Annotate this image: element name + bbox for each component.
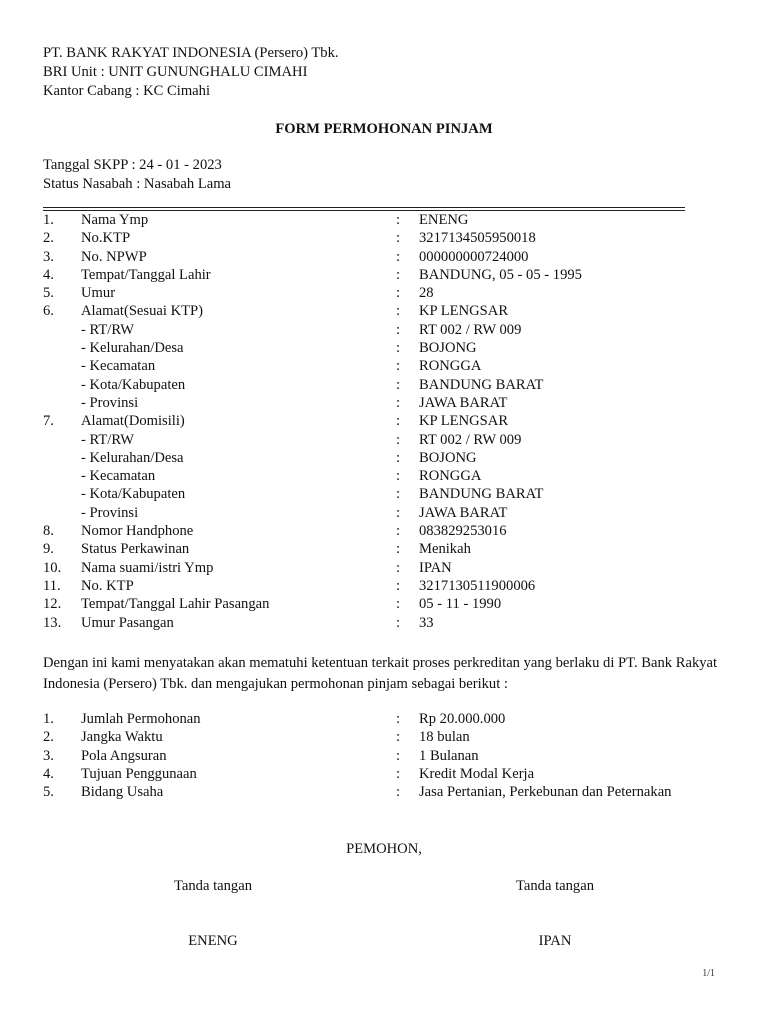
row-label: - Provinsi <box>81 394 139 411</box>
row-separator: : <box>396 394 401 411</box>
applicant-row <box>43 449 733 467</box>
loan-row <box>43 728 733 746</box>
row-separator: : <box>396 784 401 801</box>
signature-caption-left: Tanda tangan <box>174 878 252 894</box>
row-value: IPAN <box>419 559 452 576</box>
row-label: Bidang Usaha <box>81 784 164 801</box>
row-number: 3. <box>43 248 54 265</box>
row-separator: : <box>396 541 401 558</box>
applicant-row <box>43 266 733 284</box>
loan-row <box>43 783 733 801</box>
row-label: Umur Pasangan <box>81 614 174 631</box>
row-separator: : <box>396 729 401 746</box>
row-label: Status Perkawinan <box>81 541 190 558</box>
applicant-row <box>43 467 733 485</box>
row-separator: : <box>396 486 401 503</box>
row-label: Jangka Waktu <box>81 729 163 746</box>
row-label: Tempat/Tanggal Lahir Pasangan <box>81 596 270 613</box>
row-label: - RT/RW <box>81 321 135 338</box>
row-label: - Kota/Kabupaten <box>81 376 186 393</box>
applicant-row <box>43 614 733 632</box>
row-number: 4. <box>43 266 54 283</box>
row-label: Tempat/Tanggal Lahir <box>81 266 211 283</box>
signature-caption-right: Tanda tangan <box>516 878 594 894</box>
row-number: 4. <box>43 765 54 782</box>
applicant-row <box>43 211 733 229</box>
row-label: Jumlah Permohonan <box>81 711 201 727</box>
row-number: 2. <box>43 230 54 247</box>
row-number: 6. <box>43 303 54 320</box>
row-label: - Kecamatan <box>81 468 156 485</box>
signature-name-left: ENENG <box>188 933 238 949</box>
applicant-row <box>43 321 733 339</box>
row-label: No. KTP <box>81 577 134 594</box>
row-number: 3. <box>43 747 54 764</box>
row-number: 11. <box>43 577 61 594</box>
row-number: 8. <box>43 523 54 540</box>
row-label: Nomor Handphone <box>81 523 194 540</box>
row-number: 5. <box>43 784 54 801</box>
loan-row <box>43 710 733 728</box>
row-separator: : <box>396 285 401 302</box>
applicant-row <box>43 284 733 302</box>
row-label: Nama Ymp <box>81 212 149 228</box>
row-separator: : <box>396 431 401 448</box>
applicant-row <box>43 431 733 449</box>
row-label: Alamat(Domisili) <box>81 413 185 430</box>
applicant-data-table <box>43 211 733 632</box>
row-value: 28 <box>419 285 434 302</box>
skpp-date: Tanggal SKPP : 24 - 01 - 2023 <box>43 157 222 173</box>
applicant-row <box>43 339 733 357</box>
loan-row <box>43 747 733 765</box>
row-label: - Kelurahan/Desa <box>81 449 184 466</box>
applicant-row <box>43 504 733 522</box>
branch-office: Kantor Cabang : KC Cimahi <box>43 83 210 99</box>
row-value: Jasa Pertanian, Perkebunan dan Peternakan <box>419 784 672 801</box>
row-label: - Kota/Kabupaten <box>81 486 186 503</box>
applicant-row <box>43 357 733 375</box>
row-separator: : <box>396 449 401 466</box>
row-separator: : <box>396 504 401 521</box>
row-value: BOJONG <box>419 449 477 466</box>
row-value: Kredit Modal Kerja <box>419 765 535 782</box>
row-value: 33 <box>419 614 434 631</box>
row-separator: : <box>396 413 401 430</box>
applicant-row <box>43 577 733 595</box>
row-separator: : <box>396 212 401 228</box>
applicant-row <box>43 229 733 247</box>
row-label: No.KTP <box>81 230 131 247</box>
company-name: PT. BANK RAKYAT INDONESIA (Persero) Tbk. <box>43 45 339 61</box>
row-number: 1. <box>43 212 54 228</box>
row-separator: : <box>396 321 401 338</box>
row-value: KP LENGSAR <box>419 413 509 430</box>
applicant-row <box>43 394 733 412</box>
row-number: 13. <box>43 614 62 631</box>
row-separator: : <box>396 559 401 576</box>
row-number: 10. <box>43 559 62 576</box>
row-separator: : <box>396 765 401 782</box>
row-value: RONGGA <box>419 358 482 375</box>
form-title: FORM PERMOHONAN PINJAM <box>275 121 493 137</box>
applicant-row <box>43 522 733 540</box>
row-label: - RT/RW <box>81 431 135 448</box>
applicant-row <box>43 248 733 266</box>
row-value: 083829253016 <box>419 523 507 540</box>
row-label: - Kecamatan <box>81 358 156 375</box>
statement-paragraph: Dengan ini kami menyatakan akan mematuhi ketentuan terkait proses perkreditan yang berlaku di PT. Bank Rakyat Indonesia (Persero) Tbk. dan mengajukan permohonan pinjam sebagai berikut : <box>43 655 718 692</box>
row-number: 5. <box>43 285 54 302</box>
row-number: 7. <box>43 413 54 430</box>
applicant-row <box>43 485 733 503</box>
row-separator: : <box>396 358 401 375</box>
row-separator: : <box>396 747 401 764</box>
row-number: 12. <box>43 596 62 613</box>
page-number: 1/1 <box>702 968 715 979</box>
row-value: 1 Bulanan <box>419 747 479 764</box>
applicant-heading: PEMOHON, <box>346 841 422 857</box>
row-value: BANDUNG BARAT <box>419 376 544 393</box>
row-separator: : <box>396 248 401 265</box>
row-separator: : <box>396 523 401 540</box>
row-number: 9. <box>43 541 54 558</box>
applicant-row <box>43 595 733 613</box>
row-number: 1. <box>43 711 54 727</box>
row-value: RT 002 / RW 009 <box>419 321 522 338</box>
row-value: RONGGA <box>419 468 482 485</box>
row-value: JAWA BARAT <box>419 504 508 521</box>
row-value: 000000000724000 <box>419 248 529 265</box>
row-separator: : <box>396 711 401 727</box>
customer-status: Status Nasabah : Nasabah Lama <box>43 176 232 192</box>
row-label: - Kelurahan/Desa <box>81 340 184 357</box>
applicant-row <box>43 540 733 558</box>
applicant-row <box>43 559 733 577</box>
divider-line <box>43 207 685 208</box>
row-separator: : <box>396 596 401 613</box>
row-value: KP LENGSAR <box>419 303 509 320</box>
applicant-row <box>43 412 733 430</box>
row-value: ENENG <box>419 212 469 228</box>
loan-row <box>43 765 733 783</box>
row-separator: : <box>396 614 401 631</box>
row-separator: : <box>396 303 401 320</box>
row-value: Menikah <box>419 541 471 558</box>
row-separator: : <box>396 376 401 393</box>
row-value: 3217134505950018 <box>419 230 536 247</box>
row-value: RT 002 / RW 009 <box>419 431 522 448</box>
row-separator: : <box>396 230 401 247</box>
row-label: Pola Angsuran <box>81 747 167 764</box>
row-value: JAWA BARAT <box>419 394 508 411</box>
row-label: Nama suami/istri Ymp <box>81 559 214 576</box>
row-label: Tujuan Penggunaan <box>81 765 197 782</box>
row-label: No. NPWP <box>81 248 147 265</box>
signature-name-right: IPAN <box>538 933 572 949</box>
bri-unit: BRI Unit : UNIT GUNUNGHALU CIMAHI <box>43 64 308 80</box>
row-label: - Provinsi <box>81 504 139 521</box>
applicant-row <box>43 376 733 394</box>
row-value: 18 bulan <box>419 729 470 746</box>
row-value: 3217130511900006 <box>419 577 536 594</box>
applicant-row <box>43 302 733 320</box>
row-label: Umur <box>81 285 116 302</box>
row-value: Rp 20.000.000 <box>419 711 506 727</box>
row-value: 05 - 11 - 1990 <box>419 596 502 613</box>
row-separator: : <box>396 340 401 357</box>
row-separator: : <box>396 468 401 485</box>
row-separator: : <box>396 577 401 594</box>
row-value: BANDUNG, 05 - 05 - 1995 <box>419 266 582 283</box>
row-value: BOJONG <box>419 340 477 357</box>
row-label: Alamat(Sesuai KTP) <box>81 303 203 320</box>
row-number: 2. <box>43 729 54 746</box>
row-separator: : <box>396 266 401 283</box>
row-value: BANDUNG BARAT <box>419 486 544 503</box>
loan-request-table <box>43 710 733 801</box>
